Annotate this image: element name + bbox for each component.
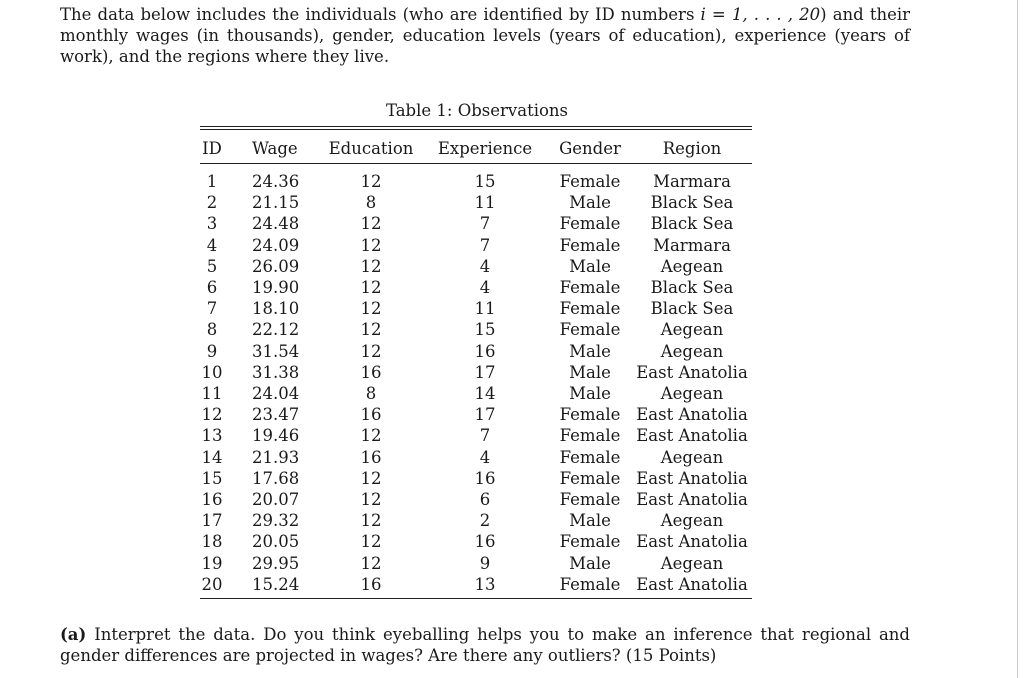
cell-experience: 4	[479, 256, 491, 276]
cell-experience: 4	[479, 278, 491, 298]
cell-id: 10	[201, 362, 223, 382]
cell-education: 12	[360, 426, 382, 446]
cell-wage: 21.93	[252, 447, 300, 467]
cell-experience: 16	[474, 468, 496, 488]
cell-wage: 22.12	[252, 320, 300, 340]
cell-region: Aegean	[660, 447, 724, 467]
cell-experience: 11	[474, 299, 496, 319]
cell-education: 8	[365, 384, 377, 404]
cell-gender: Female	[559, 320, 621, 340]
cell-experience: 16	[474, 341, 496, 361]
cell-education: 12	[360, 235, 382, 255]
cell-experience: 7	[479, 214, 491, 234]
cell-gender: Female	[559, 278, 621, 298]
table-row	[200, 277, 752, 298]
cell-id: 3	[206, 214, 218, 234]
cell-gender: Male	[569, 553, 611, 573]
cell-region: Aegean	[660, 384, 724, 404]
cell-wage: 24.48	[252, 214, 300, 234]
cell-region: Marmara	[653, 235, 731, 255]
table-row	[200, 447, 752, 468]
cell-wage: 24.04	[252, 384, 300, 404]
question-text: Interpret the data. Do you think eyeballing helps you to make an inference that regional and gender differences are projected in wages? Are there any outliers? (15 Points)	[60, 625, 910, 665]
cell-gender: Male	[569, 193, 611, 213]
cell-wage: 29.32	[252, 511, 300, 531]
cell-id: 9	[206, 341, 218, 361]
cell-experience: 16	[474, 532, 496, 552]
cell-education: 12	[360, 256, 382, 276]
cell-region: Black Sea	[650, 278, 734, 298]
cell-wage: 24.36	[252, 172, 300, 191]
cell-gender: Male	[569, 511, 611, 531]
cell-id: 20	[200, 574, 224, 599]
cell-gender: Male	[569, 362, 611, 382]
cell-education: 16	[360, 447, 382, 467]
cell-gender: Male	[569, 384, 611, 404]
table-row	[200, 362, 752, 383]
cell-id: 7	[206, 299, 218, 319]
cell-experience: 13	[422, 574, 548, 599]
cell-region: East Anatolia	[636, 468, 748, 488]
header-education: Education	[320, 130, 422, 164]
cell-wage: 19.90	[252, 278, 300, 298]
cell-gender: Female	[559, 468, 621, 488]
cell-experience: 11	[474, 193, 496, 213]
cell-experience: 7	[479, 426, 491, 446]
cell-experience: 15	[474, 172, 496, 191]
cell-id: 1	[206, 172, 218, 191]
cell-education: 16	[360, 405, 382, 425]
cell-education: 12	[360, 553, 382, 573]
cell-experience: 17	[474, 362, 496, 382]
header-gender: Gender	[548, 130, 632, 164]
table-row	[200, 164, 752, 193]
cell-id: 4	[206, 235, 218, 255]
table-row	[200, 468, 752, 489]
observations-table	[200, 130, 752, 599]
cell-region: East Anatolia	[636, 532, 748, 552]
cell-education: 12	[360, 278, 382, 298]
cell-education: 12	[360, 214, 382, 234]
cell-id: 8	[206, 320, 218, 340]
cell-id: 6	[206, 278, 218, 298]
cell-region: Marmara	[653, 172, 731, 191]
header-experience: Experience	[422, 130, 548, 164]
cell-region: East Anatolia	[636, 426, 748, 446]
cell-education: 12	[360, 532, 382, 552]
cell-experience: 7	[479, 235, 491, 255]
cell-education: 12	[360, 341, 382, 361]
intro-text-part1: The data below includes the individuals (who are identified by ID numbers	[60, 5, 695, 24]
cell-wage: 21.15	[252, 193, 300, 213]
cell-id: 14	[201, 447, 223, 467]
cell-gender: Female	[559, 532, 621, 552]
cell-experience: 17	[474, 405, 496, 425]
table-row	[200, 298, 752, 319]
cell-region: Black Sea	[650, 214, 734, 234]
cell-gender: Female	[559, 299, 621, 319]
cell-education: 12	[360, 299, 382, 319]
table-body	[200, 164, 752, 599]
cell-wage: 20.07	[252, 490, 300, 510]
table-row	[200, 489, 752, 510]
cell-wage: 19.46	[252, 426, 300, 446]
cell-education: 12	[360, 172, 382, 191]
table-row	[200, 213, 752, 234]
table-row	[200, 341, 752, 362]
cell-wage: 31.38	[252, 362, 300, 382]
table-row	[200, 574, 752, 599]
header-region: Region	[632, 130, 752, 164]
header-wage: Wage	[224, 130, 320, 164]
cell-id: 17	[201, 511, 223, 531]
cell-wage: 24.09	[252, 235, 300, 255]
cell-wage: 15.24	[224, 574, 320, 599]
observations-table-container	[200, 126, 752, 599]
cell-region: Black Sea	[650, 299, 734, 319]
header-id: ID	[200, 130, 224, 164]
table-row	[200, 383, 752, 404]
cell-experience: 9	[479, 553, 491, 573]
table-row	[200, 404, 752, 425]
question-a	[60, 624, 910, 666]
cell-region: Aegean	[660, 511, 724, 531]
page-edge-divider	[1017, 0, 1018, 678]
table-caption: Table 1: Observations	[385, 101, 568, 120]
intro-paragraph	[60, 4, 910, 67]
table-header-row	[200, 130, 752, 164]
cell-experience: 2	[479, 511, 491, 531]
cell-education: 16	[360, 362, 382, 382]
cell-id: 5	[206, 256, 218, 276]
intro-text-part2: ) and their monthly wages (in thousands), gender, education levels (years of education), experience (years of work), and the regions where they live.	[60, 5, 911, 66]
cell-id: 18	[201, 532, 223, 552]
cell-id: 12	[201, 405, 223, 425]
cell-region: East Anatolia	[636, 362, 748, 382]
table-row	[200, 235, 752, 256]
cell-gender: Female	[559, 447, 621, 467]
cell-gender: Female	[548, 574, 632, 599]
cell-wage: 29.95	[252, 553, 300, 573]
cell-gender: Female	[559, 426, 621, 446]
cell-education: 8	[365, 193, 377, 213]
cell-region: Aegean	[660, 553, 724, 573]
cell-region: Aegean	[660, 341, 724, 361]
cell-wage: 26.09	[252, 256, 300, 276]
cell-gender: Female	[559, 235, 621, 255]
cell-region: Aegean	[660, 320, 724, 340]
cell-region: East Anatolia	[632, 574, 752, 599]
cell-gender: Female	[559, 214, 621, 234]
table-row	[200, 192, 752, 213]
cell-id: 16	[201, 490, 223, 510]
cell-id: 19	[201, 553, 223, 573]
cell-gender: Male	[569, 256, 611, 276]
cell-education: 12	[360, 490, 382, 510]
cell-gender: Female	[559, 405, 621, 425]
intro-math: i = 1, . . . , 20	[700, 5, 821, 24]
cell-id: 11	[201, 384, 223, 404]
table-row	[200, 531, 752, 552]
cell-education: 12	[360, 468, 382, 488]
cell-experience: 15	[474, 320, 496, 340]
cell-wage: 18.10	[252, 299, 300, 319]
cell-id: 15	[201, 468, 223, 488]
cell-experience: 6	[479, 490, 491, 510]
cell-region: East Anatolia	[636, 405, 748, 425]
cell-wage: 17.68	[252, 468, 300, 488]
cell-experience: 4	[479, 447, 491, 467]
table-row	[200, 510, 752, 531]
cell-region: East Anatolia	[636, 490, 748, 510]
table-row	[200, 553, 752, 574]
cell-id: 2	[206, 193, 218, 213]
cell-education: 12	[360, 320, 382, 340]
cell-id: 13	[201, 426, 223, 446]
cell-region: Black Sea	[650, 193, 734, 213]
cell-education: 12	[360, 511, 382, 531]
cell-gender: Female	[559, 490, 621, 510]
cell-gender: Male	[569, 341, 611, 361]
cell-wage: 23.47	[252, 405, 300, 425]
cell-experience: 14	[474, 384, 496, 404]
table-row	[200, 319, 752, 340]
cell-education: 16	[320, 574, 422, 599]
table-row	[200, 256, 752, 277]
cell-region: Aegean	[660, 256, 724, 276]
table-row	[200, 425, 752, 446]
cell-wage: 31.54	[252, 341, 300, 361]
cell-gender: Female	[559, 172, 621, 191]
cell-wage: 20.05	[252, 532, 300, 552]
question-label: (a)	[60, 625, 87, 644]
